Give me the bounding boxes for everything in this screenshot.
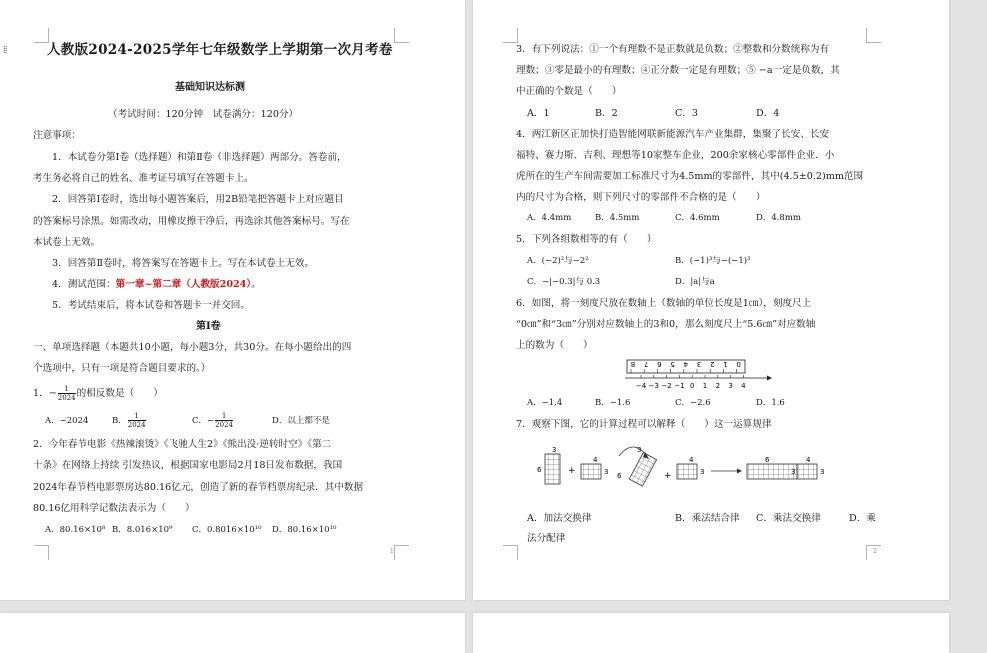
- g3-left-label: 6: [617, 472, 622, 480]
- corner-mark: [866, 28, 881, 43]
- q3-option-c: C．3: [675, 108, 699, 119]
- part-1-line-2: 个选项中，只有一项是符合题目要求的。）: [33, 363, 211, 374]
- q4-option-c: C．4.6mm: [675, 213, 720, 223]
- g5-top-right-label: 4: [806, 456, 811, 464]
- q7-option-d: D．乘: [849, 513, 876, 524]
- q1-option-d: D．以上都不是: [272, 416, 330, 426]
- q1-b-fraction: [128, 412, 146, 429]
- g1-top-label: 3: [552, 446, 557, 454]
- ruler-number-line-figure: [623, 358, 773, 390]
- ruler-mark-label: 3: [696, 360, 702, 368]
- grid-4x3-b: [677, 464, 697, 479]
- q2-line-2: 十条》在网络上持续 引发热议，根据国家电影局2月18日发布数据，我国: [33, 460, 343, 471]
- page-number: 2: [873, 548, 877, 555]
- note-2-line-1: 2．回答第Ⅰ卷时，选出每小题答案后，用2B铅笔把答题卡上对应题目: [52, 194, 344, 205]
- q1-option-a: A．−2024: [45, 416, 89, 426]
- grid-4x3-c: [797, 464, 817, 479]
- q4-line-4: 内的尺寸为合格，则下列尺寸的零部件不合格的是（ ）: [516, 192, 766, 203]
- q1-c-denominator: 2024: [215, 421, 233, 429]
- q4-option-d: D．4.8mm: [756, 213, 801, 223]
- q4-line-2: 福特、赛力斯、吉利、理想等10家整车企业，200余家核心零部件企业．小: [516, 150, 835, 161]
- axis-tick-label: −3: [648, 382, 659, 390]
- q3-line-2: 理数；③零是最小的有理数；④正分数一定是有理数；⑤ −a一定是负数，其: [516, 65, 840, 76]
- note-1-line-2: 考生务必将自己的姓名、准考证号填写在答题卡上。: [33, 173, 254, 184]
- axis-tick-label: −2: [661, 382, 672, 390]
- subtitle: 基础知识达标测: [175, 82, 245, 93]
- corner-mark: [394, 28, 409, 43]
- q6-option-b: B．−1.6: [595, 398, 631, 408]
- corner-mark: [34, 545, 49, 560]
- g5-right-label: 3: [820, 468, 825, 476]
- q6-line-2: “0㎝”和“3㎝”分别对应数轴上的3和0，那么刻度尺上“5.6㎝”对应数轴: [516, 319, 816, 330]
- q7-option-d-continued: 法分配律: [527, 533, 566, 544]
- ruler-mark-label: 1: [723, 360, 728, 368]
- grid-rotated: [629, 453, 656, 487]
- axis-tick-label: −1: [674, 382, 685, 390]
- axis-tick-label: 1: [702, 382, 708, 390]
- q4-option-a: A．4.4mm: [527, 213, 572, 223]
- q2-option-b: B．8.016×10⁹: [112, 525, 173, 535]
- g3-top-label: 3: [637, 446, 642, 454]
- corner-mark: [503, 28, 518, 43]
- ruler-mark-label: 2: [709, 360, 715, 368]
- axis-tick-label: 4: [741, 382, 746, 390]
- q5-line-1: 5．下列各组数相等的有（ ）: [516, 234, 657, 245]
- q5-option-c: C．−|−0.3|与 0.3: [527, 277, 601, 287]
- ruler-mark-label: 0: [736, 360, 741, 368]
- q1-numerator: 1: [64, 385, 69, 393]
- ruler-mark-label: 5: [670, 360, 675, 368]
- corner-mark: [34, 28, 49, 43]
- q2-line-3: 2024年春节档电影票房达80.16亿元，创造了新的春节档票房纪录．其中数据: [33, 482, 364, 493]
- page-3-preview: [0, 613, 465, 653]
- q1-c-fraction: [215, 412, 233, 429]
- g2-right-label: 3: [604, 468, 609, 476]
- rotated-grid-group: [629, 453, 656, 487]
- page-number: 1: [390, 548, 394, 555]
- q2-option-c: C．0.8016×10¹⁰: [192, 525, 262, 535]
- q6-option-c: C．−2.6: [675, 398, 711, 408]
- q1-denominator: 2024: [57, 394, 76, 402]
- part-1-line-1: 一、单项选择题（本题共10小题，每小题3分，共30分。在每小题给出的四: [33, 342, 352, 353]
- q4-line-1: 4．两江新区正加快打造智能网联新能源汽车产业集群，集聚了长安、长安: [516, 129, 830, 140]
- note-3: 3．回答第Ⅱ卷时，将答案写在答题卡上。写在本试卷上无效。: [52, 258, 315, 269]
- g4-top-label: 4: [689, 456, 694, 464]
- page-4-preview: [473, 613, 949, 653]
- note-4-suffix: 。: [251, 279, 261, 290]
- q6-line-1: 6．如图，将一刻度尺放在数轴上（数轴的单位长度是1㎝），刻度尺上: [516, 298, 812, 309]
- g1-left-label: 6: [537, 466, 542, 474]
- q1-suffix: 的相反数是（ ）: [76, 388, 163, 399]
- grid-4x3: [581, 464, 601, 479]
- note-2-line-2: 的答案标号涂黑。如需改动，用橡皮擦干净后，再选涂其他答案标号。写在: [33, 216, 350, 227]
- note-4-prefix: 4．测试范围：: [52, 279, 116, 290]
- corner-mark: [394, 545, 409, 560]
- q4-option-b: B．4.5mm: [595, 213, 640, 223]
- grid-3x6: [545, 454, 560, 484]
- q1-option-b: [112, 412, 147, 429]
- section-title: 第Ⅰ卷: [196, 321, 221, 332]
- q3-line-3: 中正确的个数是（ ）: [516, 86, 622, 97]
- q6-option-d: D．1.6: [756, 398, 785, 408]
- test-range: 第一章~第二章（人教版2024）: [115, 279, 252, 290]
- q7-line-1: 7．观察下图，它的计算过程可以解释（ ）这一运算规律: [516, 419, 772, 430]
- q2-option-a: A．80.16×10⁸: [45, 525, 106, 535]
- q5-option-d: D．|a|与a: [675, 277, 715, 287]
- q1-option-c: [192, 412, 234, 429]
- q6-line-3: 上的数为（ ）: [516, 340, 593, 351]
- page-1: [0, 0, 465, 600]
- g2-top-label: 4: [593, 456, 598, 464]
- q2-line-4: 80.16亿用科学记数法表示为（ ）: [33, 503, 195, 514]
- q2-option-d: D．80.16×10¹⁰: [272, 525, 337, 535]
- result-arrow-icon: [737, 469, 742, 474]
- q3-option-a: A．1: [527, 108, 550, 119]
- q2-line-1: 2．今年春节电影《热辣滚烫》《飞驰人生2》《熊出没·逆转时空》《第二: [33, 439, 332, 450]
- question-1: [33, 385, 163, 402]
- page-2: [473, 0, 949, 600]
- axis-tick-label: 2: [715, 382, 721, 390]
- g5-inner-label: 3: [791, 468, 796, 476]
- g5-top-left-label: 6: [765, 456, 770, 464]
- notes-heading: 注意事项：: [33, 130, 81, 141]
- drag-handle-icon[interactable]: ⁞⁞: [3, 45, 7, 56]
- q1-b-denominator: 2024: [127, 421, 146, 429]
- q3-line-1: 3．有下列说法：①一个有理数不是正数就是负数；②整数和分数统称为有: [516, 44, 830, 55]
- q7-option-c: C．乘法交换律: [756, 513, 821, 524]
- note-5: 5．考试结束后，将本试卷和答题卡一并交回。: [52, 300, 250, 311]
- page-title: 人教版2024-2025学年七年级数学上学期第一次月考卷: [47, 42, 393, 58]
- q1-b-numerator: 1: [134, 412, 139, 420]
- note-1-line-1: 1．本试卷分第Ⅰ卷（选择题）和第Ⅱ卷（非选择题）两部分。答卷前，: [52, 152, 347, 163]
- note-4: [52, 278, 261, 291]
- corner-mark: [503, 545, 518, 560]
- q7-grid-figure: [533, 434, 863, 504]
- q5-option-a: A．(−2)²与−2²: [527, 256, 589, 266]
- axis-tick-label: 3: [728, 382, 733, 390]
- q4-line-3: 虎所在的生产车间需要加工标准尺寸为4.5mm的零部件，其中(4.5±0.2)mm范围: [516, 171, 864, 182]
- q3-option-b: B．2: [595, 108, 618, 119]
- q3-option-d: D．4: [756, 108, 780, 119]
- q1-c-prefix: C．−: [192, 416, 215, 426]
- g4-right-label: 3: [700, 468, 705, 476]
- axis-tick-label: −4: [635, 382, 647, 390]
- q7-option-a: A．加法交换律: [527, 513, 592, 524]
- ruler-mark-label: 7: [643, 360, 649, 368]
- q7-option-b: B．乘法结合律: [675, 513, 740, 524]
- q1-b-prefix: B．: [112, 416, 127, 426]
- q1-prefix: 1．−: [33, 388, 57, 399]
- axis-tick-label: 0: [689, 382, 695, 390]
- plus-sign-1: +: [568, 466, 576, 476]
- q6-option-a: A．−1.4: [527, 398, 563, 408]
- ruler-mark-label: 8: [630, 360, 636, 368]
- plus-sign-2: +: [664, 471, 672, 481]
- q1-c-numerator: 1: [221, 412, 227, 420]
- ruler-mark-label: 6: [657, 360, 662, 368]
- note-2-line-3: 本试卷上无效。: [33, 237, 101, 248]
- axis-arrow-icon: [767, 376, 772, 381]
- q5-option-b: B．(−1)³与−(−1)³: [675, 256, 751, 266]
- ruler-mark-label: 4: [683, 360, 689, 368]
- grid-6x3: [747, 464, 797, 479]
- q1-fraction: [58, 385, 76, 402]
- exam-info: （考试时间：120分钟 试卷满分：120分）: [108, 109, 299, 120]
